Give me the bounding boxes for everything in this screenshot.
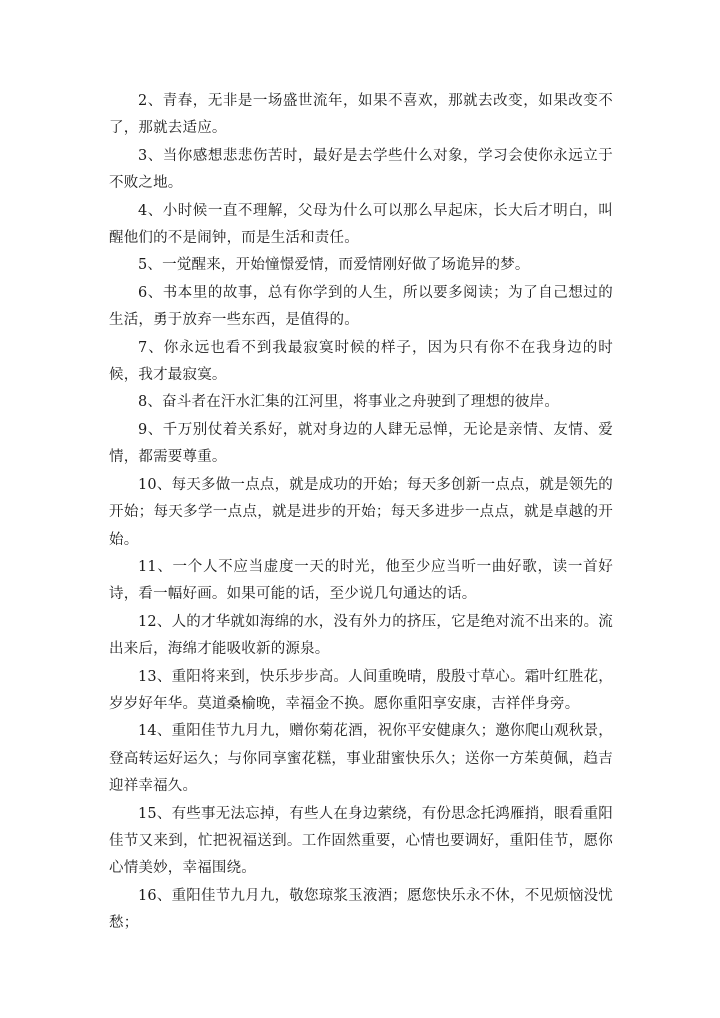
paragraph-16: 16、重阳佳节九月九，敬您琼浆玉液酒；愿您快乐永不休，不见烦恼没忧愁；: [109, 887, 613, 932]
paragraph-8: 8、奋斗者在汗水汇集的江河里，将事业之舟驶到了理想的彼岸。: [138, 394, 560, 411]
paragraph-10: 10、每天多做一点点，就是成功的开始；每天多创新一点点，就是领先的开始；每天多学一点点，就是进步的开始；每天多进步一点点，就是卓越的开始。: [109, 476, 613, 548]
paragraph-6: 6、书本里的故事，总有你学到的人生，所以要多阅读；为了自己想过的生活，勇于放弃一些东西，是值得的。: [109, 284, 613, 329]
paragraph-4: 4、小时候一直不理解，父母为什么可以那么早起床，长大后才明白，叫醒他们的不是闹钟，而是生活和责任。: [109, 202, 613, 247]
paragraph-13: 13、重阳将来到，快乐步步高。人间重晚晴，殷殷寸草心。霜叶红胜花，岁岁好年华。莫道桑榆晚，幸福金不换。愿你重阳享安康，吉祥伴身旁。: [109, 668, 613, 712]
paragraph-5: 5、一觉醒来，开始憧憬爱情，而爱情刚好做了场诡异的梦。: [138, 257, 530, 274]
paragraph-9: 9、千万别仗着关系好，就对身边的人肆无忌惮，无论是亲情、友情、爱情，都需要尊重。: [109, 421, 613, 466]
paragraph-11: 11、一个人不应当虚度一天的时光，他至少应当听一曲好歌，读一首好诗，看一幅好画。如果可能的话，至少说几句通达的话。: [109, 558, 613, 603]
paragraph-15: 15、有些事无法忘掉，有些人在身边萦绕，有份思念托鸿雁捎，眼看重阳佳节又来到，忙把祝福送到。工作固然重要，心情也要调好，重阳佳节，愿你心情美妙，幸福围绕。: [109, 805, 613, 877]
paragraph-14: 14、重阳佳节九月九，赠你菊花酒，祝你平安健康久；邀你爬山观秋景，登高转运好运久；与你同享蜜花糕，事业甜蜜快乐久；送你一方茱萸佩，趋吉迎祥幸福久。: [109, 723, 613, 795]
document-page: [109, 88, 613, 938]
paragraph-12: 12、人的才华就如海绵的水，没有外力的挤压，它是绝对流不出来的。流出来后，海绵才能吸收新的源泉。: [109, 613, 613, 658]
paragraph-2: 2、青春，无非是一场盛世流年，如果不喜欢，那就去改变，如果改变不了，那就去适应。: [109, 93, 613, 137]
paragraph-3: 3、当你感想悲悲伤苦时，最好是去学些什么对象，学习会使你永远立于不败之地。: [109, 147, 613, 192]
paragraph-7: 7、你永远也看不到我最寂寞时候的样子，因为只有你不在我身边的时候，我才最寂寞。: [109, 339, 613, 384]
